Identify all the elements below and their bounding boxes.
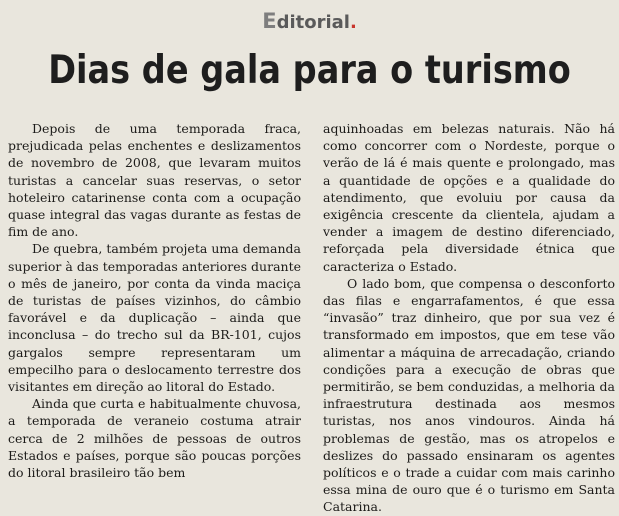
paragraph: aquinhoadas em belezas naturais. Não há como concorrer com o Nordeste, porque o verão de lá é mais quente e prolongado, mas a quantidade de opções e a qualidade do atendimento, que evoluiu por causa da exigência crescente da clientela, ajudam a vender a imagem de destino diferenciado, reforçada pela diversidade étnica que caracteriza o Estado.: [323, 121, 615, 274]
section-kicker: [0, 9, 619, 33]
kicker-dot: .: [349, 12, 357, 33]
paragraph: Depois de uma temporada fraca, prejudicada pelas enchentes e deslizamentos de novembro de 2008, que levaram muitos turistas a cancelar suas reservas, o setor hoteleiro catarinense conta com a ocupação quase integral das vagas durante as festas de fim de ano.: [8, 121, 301, 240]
article-headline: Dias de gala para o turismo: [48, 48, 571, 93]
right-column: [323, 120, 615, 516]
kicker-initial: E: [262, 9, 277, 33]
left-column: [8, 120, 301, 481]
paragraph: O lado bom, que compensa o desconforto das filas e engarrafamentos, é que essa “invasão” traz dinheiro, que por sua vez é transformado em impostos, que em tese vão alimentar a máquina de arrecadação, criando condições para a execução de obras que permitirão, se bem conduzidas, a melhoria da infraestrutura destinada aos mesmos turistas, nos anos vindouros. Ainda há problemas de gestão, mas os atropelos e deslizes do passado ensinaram os agentes políticos e o trade a cuidar com mais carinho essa mina de ouro que é o turismo em Santa Catarina.: [323, 275, 615, 515]
kicker-text: ditorial: [276, 12, 350, 33]
paragraph: De quebra, também projeta uma demanda superior à das temporadas anteriores durante o mês de janeiro, por conta da vinda maciça de turistas de países vizinhos, do câmbio favorável e da duplicação – ainda que inconclusa – do trecho sul da BR-101, cujos gargalos sempre representaram um empecilho para o deslocamento terrestre dos visitantes em direção ao litoral do Estado.: [8, 241, 301, 395]
paragraph: Ainda que curta e habitualmente chuvosa, a temporada de veraneio costuma atrair cerca de 2 milhões de pessoas de outros Estados e países, porque são poucas porções do litoral brasileiro tão bem: [8, 396, 301, 481]
